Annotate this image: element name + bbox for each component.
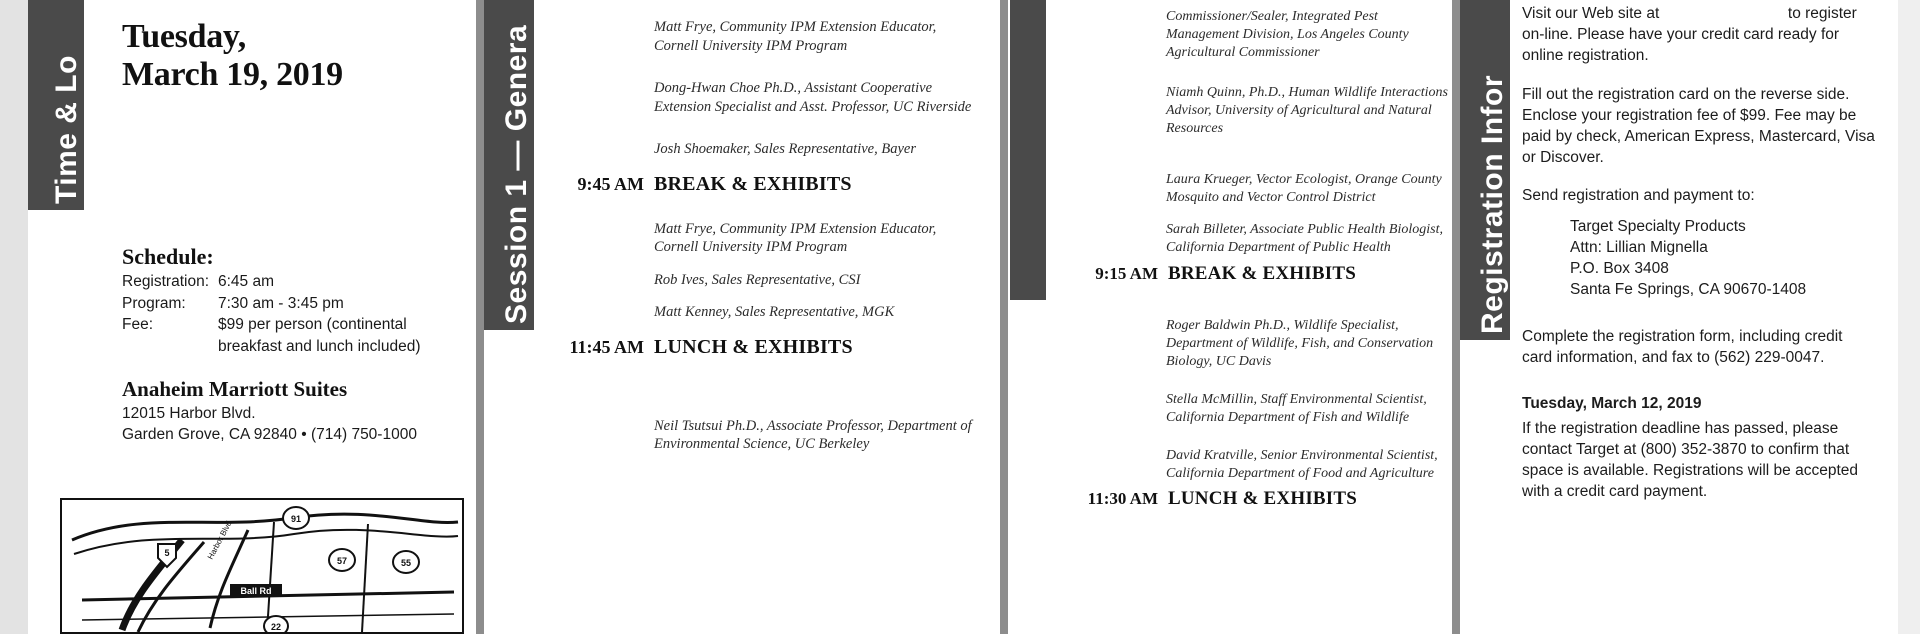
event-date-line1: Tuesday, (122, 18, 246, 55)
agenda-time: 9:15 AM (1095, 264, 1158, 284)
speaker-entry: Matt Frye, Community IPM Extension Educator, Cornell University IPM Program (654, 19, 937, 54)
schedule-label: Fee: (122, 316, 154, 334)
map-label-ball-rd (230, 584, 282, 597)
section-tab-session-1 (484, 0, 534, 330)
schedule-row (122, 337, 421, 359)
address-line: Santa Fe Springs, CA 90670-1408 (1570, 281, 1807, 299)
registration-online-text-a: Visit our Web site at (1522, 5, 1660, 22)
map-marker-22 (264, 616, 288, 632)
schedule-row (122, 315, 421, 337)
registration-mailing-address (1570, 217, 1876, 301)
registration-online-text-b: to register on-line. Please have your credit card ready for online registration. (1522, 5, 1857, 64)
speaker-entry: David Kratville, Senior Environmental Scientist, California Department of Food and Agriculture (1166, 447, 1438, 481)
agenda-time: 11:45 AM (569, 336, 644, 357)
schedule-label: Registration: (122, 273, 210, 291)
speaker-entry: Rob Ives, Sales Representative, CSI (654, 271, 861, 288)
registration-deadline-heading: Tuesday, March 12, 2019 (1522, 394, 1702, 412)
svg-text:Ball Rd: Ball Rd (240, 586, 272, 596)
speaker-entry: Commissioner/Sealer, Integrated Pest Management Division, Los Angeles County Agricultural Commissioner (1166, 9, 1409, 60)
speaker-entry: Laura Krueger, Vector Ecologist, Orange County Mosquito and Vector Control District (1166, 172, 1442, 206)
schedule-value: 7:30 am - 3:45 pm (218, 294, 344, 312)
agenda-title: BREAK & EXHIBITS (654, 172, 852, 195)
agenda-break-row (548, 336, 984, 359)
schedule-value: breakfast and lunch included) (218, 337, 421, 355)
panel-divider-2 (1000, 0, 1008, 634)
panel-session-2-agenda (1046, 0, 1456, 634)
address-line: P.O. Box 3408 (1570, 260, 1669, 278)
speaker-entry: Niamh Quinn, Ph.D., Human Wildlife Interactions Advisor, University of Agricultural and Natural Resources (1166, 84, 1448, 136)
registration-online-paragraph (1522, 4, 1876, 67)
section-tab-time-location-label: Time & Lo (50, 55, 83, 204)
schedule-row (122, 294, 421, 316)
svg-text:22: 22 (270, 622, 282, 632)
panel-session-1-agenda (534, 0, 994, 634)
venue-name: Anaheim Marriott Suites (122, 376, 348, 401)
section-tab-registration (1460, 0, 1510, 340)
scan-gutter-right (1898, 0, 1920, 634)
address-line: Attn: Lillian Mignella (1570, 239, 1708, 257)
panel-divider-3 (1452, 0, 1460, 634)
schedule-value: 6:45 am (218, 273, 275, 291)
svg-text:Harbor Blvd: Harbor Blvd (205, 519, 234, 561)
venue-street: 12015 Harbor Blvd. (122, 404, 256, 422)
schedule-heading: Schedule: (122, 244, 214, 270)
agenda-time: 11:30 AM (1087, 489, 1158, 509)
schedule-row (122, 272, 421, 294)
event-date (122, 18, 468, 94)
venue-city-phone: Garden Grove, CA 92840 • (714) 750-1000 (122, 425, 417, 443)
section-tab-session-1-label: Session 1 — Genera (500, 24, 533, 324)
section-tab-session-2 (1010, 0, 1046, 300)
speaker-entry: Matt Frye, Community IPM Extension Educator, Cornell University IPM Program (654, 220, 937, 256)
svg-text:91: 91 (290, 514, 302, 524)
schedule-table (122, 272, 421, 358)
agenda-title: BREAK & EXHIBITS (1168, 263, 1356, 285)
registration-mail-paragraph: Send registration and payment to: (1522, 187, 1755, 205)
registration-fax-paragraph: Complete the registration form, including credit card information, and fax to (562) 229-0047. (1522, 328, 1843, 366)
speaker-entry: Dong-Hwan Choe Ph.D., Assistant Cooperative Extension Specialist and Asst. Professor, UC Riverside (654, 80, 972, 115)
agenda-time: 9:45 AM (577, 173, 644, 194)
speaker-entry: Roger Baldwin Ph.D., Wildlife Specialist, Department of Wildlife, Fish, and Conservation Biology, UC Davis (1166, 318, 1434, 369)
map-marker-91 (283, 507, 309, 529)
speaker-entry: Josh Shoemaker, Sales Representative, Bayer (654, 141, 916, 158)
speaker-entry: Sarah Billeter, Associate Public Health Biologist, California Department of Public Health (1166, 222, 1443, 256)
registration-deadline-paragraph: If the registration deadline has passed, please contact Target at (800) 352-3870 to confirm that space is available. Registrations will be accepted with a credit card payment. (1522, 419, 1859, 500)
map-marker-57 (329, 549, 355, 571)
agenda-break-row (1054, 263, 1450, 285)
agenda-title: LUNCH & EXHIBITS (654, 335, 853, 358)
schedule-label: Program: (122, 294, 186, 312)
panel-divider-1 (476, 0, 484, 634)
svg-text:5: 5 (164, 548, 170, 558)
speaker-entry: Stella McMillin, Staff Environmental Scientist, California Department of Fish and Wildlife (1166, 391, 1427, 425)
agenda-title: LUNCH & EXHIBITS (1168, 488, 1358, 510)
section-tab-time-location (28, 0, 84, 210)
venue-address-block (122, 404, 468, 446)
speaker-entry: Neil Tsutsui Ph.D., Associate Professor, Department of Environmental Science, UC Berkeley (654, 417, 972, 453)
speaker-entry: Matt Kenney, Sales Representative, MGK (654, 304, 895, 321)
event-date-line2: March 19, 2019 (122, 56, 343, 94)
map-graphic (62, 500, 462, 632)
svg-text:55: 55 (400, 558, 412, 568)
scan-gutter-left (0, 0, 28, 634)
address-line: Target Specialty Products (1570, 218, 1746, 236)
section-tab-registration-label: Registration Infor (1476, 74, 1509, 334)
agenda-break-row (1054, 488, 1450, 510)
svg-text:57: 57 (336, 556, 348, 566)
schedule-label (122, 337, 218, 359)
map-marker-55 (393, 551, 419, 573)
registration-card-paragraph: Fill out the registration card on the reverse side. Enclose your registration fee of $99. Fee may be paid by check, American Express, Mastercard, Visa or Discover. (1522, 85, 1875, 166)
panel-registration-information (1510, 0, 1898, 634)
location-map (60, 498, 464, 634)
schedule-value: $99 per person (continental (218, 316, 407, 334)
agenda-break-row (548, 173, 984, 196)
